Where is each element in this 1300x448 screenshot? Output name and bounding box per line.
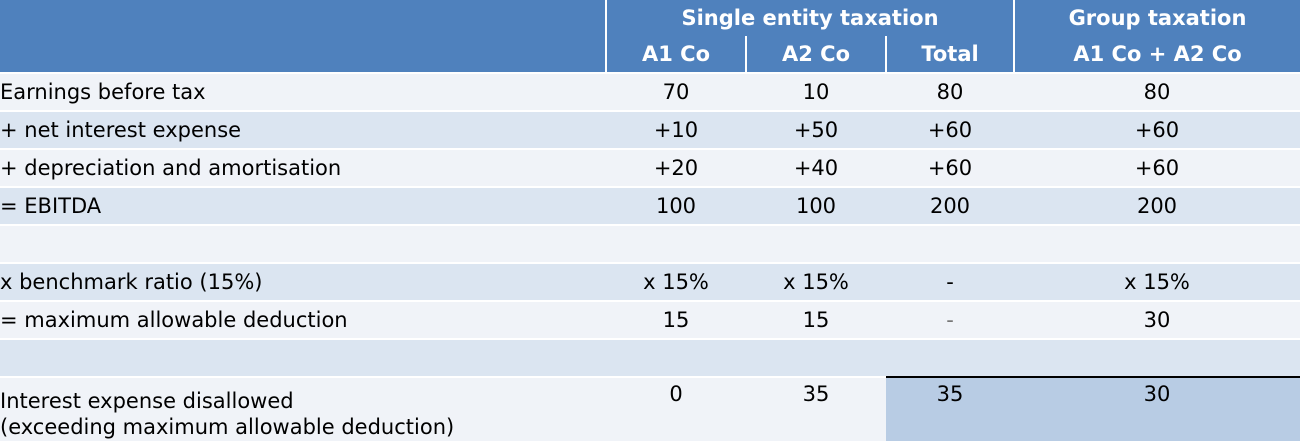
header-row-groups [0,0,1300,36]
table-row [0,301,1300,339]
cell-group: 200 [1014,187,1300,225]
cell-a1: 70 [606,73,746,111]
spacer-row [0,339,1300,377]
cell-a2: 10 [746,73,886,111]
cell-a1: +10 [606,111,746,149]
row-label [0,377,606,441]
row-label: x benchmark ratio (15%) [0,263,606,301]
cell-group: +60 [1014,149,1300,187]
header-row-columns [0,36,1300,73]
table-row [0,263,1300,301]
cell-total: 200 [886,187,1014,225]
row-label: Earnings before tax [0,73,606,111]
header-group-taxation: Group taxation [1014,0,1300,36]
cell-a2: 35 [746,377,886,441]
row-label: + net interest expense [0,111,606,149]
header-col-total: Total [886,36,1014,73]
table-row [0,111,1300,149]
header-col-group: A1 Co + A2 Co [1014,36,1300,73]
cell-a1: 100 [606,187,746,225]
cell-a2: 15 [746,301,886,339]
header-col-a1: A1 Co [606,36,746,73]
cell-group: x 15% [1014,263,1300,301]
cell-total: - [886,301,1014,339]
header-single-entity: Single entity taxation [606,0,1014,36]
cell-a2: x 15% [746,263,886,301]
cell-a1: +20 [606,149,746,187]
header-blank-2 [0,36,606,73]
table-row [0,187,1300,225]
cell-total: +60 [886,111,1014,149]
cell-a2: 100 [746,187,886,225]
spacer-cell [0,225,1300,263]
table-row [0,149,1300,187]
cell-group: 30 [1014,301,1300,339]
cell-a1: 0 [606,377,746,441]
cell-total: - [886,263,1014,301]
row-label-line2: (exceeding maximum allowable deduction) [0,415,455,440]
cell-total: 80 [886,73,1014,111]
cell-group: 80 [1014,73,1300,111]
cell-total: +60 [886,149,1014,187]
cell-a1: x 15% [606,263,746,301]
row-label: = EBITDA [0,187,606,225]
row-label: + depreciation and amortisation [0,149,606,187]
spacer-row [0,225,1300,263]
cell-a2: +40 [746,149,886,187]
cell-group: +60 [1014,111,1300,149]
row-label: = maximum allowable deduction [0,301,606,339]
cell-a1: 15 [606,301,746,339]
header-blank [0,0,606,36]
spacer-cell [0,339,1300,377]
table-row [0,73,1300,111]
table-row [0,377,1300,441]
cell-group-highlight: 30 [1014,377,1300,441]
cell-a2: +50 [746,111,886,149]
cell-total-highlight: 35 [886,377,1014,441]
row-label-line1: Interest expense disallowed [0,389,294,413]
header-col-a2: A2 Co [746,36,886,73]
